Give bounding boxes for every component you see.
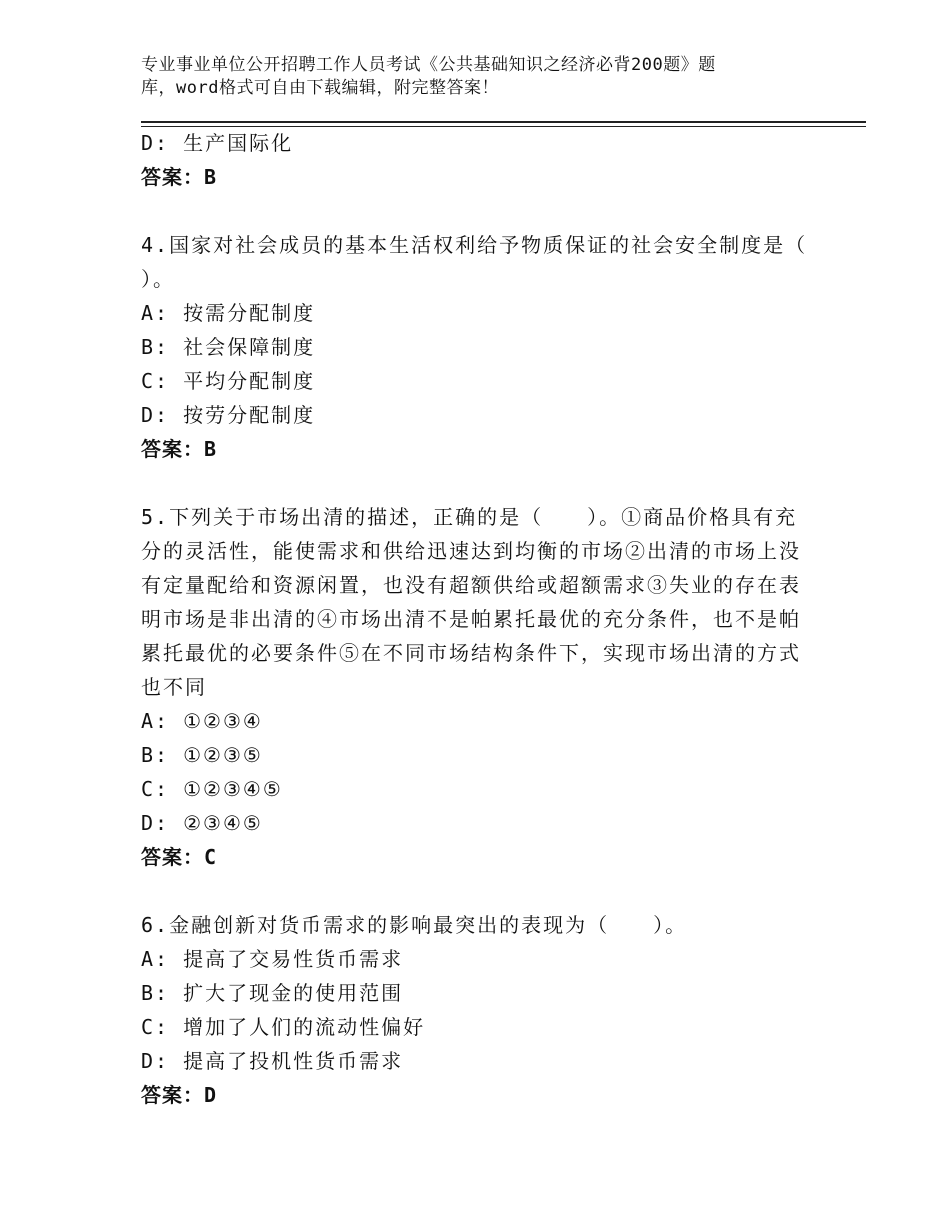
question-text-line: 4.国家对社会成员的基本生活权利给予物质保证的社会安全制度是（: [141, 233, 808, 257]
option-b: B: ①②③⑤: [141, 743, 263, 767]
question-5: [141, 500, 806, 874]
question-3-fragment: [141, 126, 806, 194]
question-text-line: 也不同: [141, 675, 207, 699]
question-text-line: ）。: [141, 267, 175, 291]
option-a: A: ①②③④: [141, 709, 263, 733]
option-d: D: 提高了投机性货币需求: [141, 1049, 404, 1073]
option-a: A: 按需分配制度: [141, 301, 316, 325]
option-c: C: 增加了人们的流动性偏好: [141, 1015, 426, 1039]
header-title-line-2: 库，word格式可自由下载编辑，附完整答案！: [141, 78, 499, 98]
option-c: C: 平均分配制度: [141, 369, 316, 393]
question-text-line: 6.金融创新对货币需求的影响最突出的表现为（ ）。: [141, 913, 688, 937]
answer-line: 答案：C: [141, 845, 218, 869]
answer-line: 答案：B: [141, 165, 218, 189]
option-d: D: 按劳分配制度: [141, 403, 316, 427]
spacer: [141, 466, 806, 500]
question-text-line: 累托最优的必要条件⑤在不同市场结构条件下，实现市场出清的方式: [141, 641, 801, 665]
option-d: D: ②③④⑤: [141, 811, 263, 835]
question-text-line: 分的灵活性，能使需求和供给迅速达到均衡的市场②出清的市场上没: [141, 539, 801, 563]
answer-line: 答案：D: [141, 1083, 218, 1107]
spacer: [141, 194, 806, 228]
document-header: [141, 54, 781, 100]
option-b: B: 扩大了现金的使用范围: [141, 981, 404, 1005]
question-text-line: 明市场是非出清的④市场出清不是帕累托最优的充分条件，也不是帕: [141, 607, 801, 631]
question-4: [141, 228, 806, 466]
option-b: B: 社会保障制度: [141, 335, 316, 359]
spacer: [141, 874, 806, 908]
question-content: [141, 126, 806, 1112]
header-title-line-1: 专业事业单位公开招聘工作人员考试《公共基础知识之经济必背200题》题: [141, 55, 716, 75]
option-c: C: ①②③④⑤: [141, 777, 283, 801]
question-text-line: 有定量配给和资源闲置，也没有超额供给或超额需求③失业的存在表: [141, 573, 801, 597]
option-d: D: 生产国际化: [141, 131, 294, 155]
question-text-line: 5.下列关于市场出清的描述，正确的是（ ）。①商品价格具有充: [141, 505, 798, 529]
option-a: A: 提高了交易性货币需求: [141, 947, 404, 971]
header-divider-thick: [141, 121, 866, 123]
question-6: [141, 908, 806, 1112]
answer-line: 答案：B: [141, 437, 218, 461]
